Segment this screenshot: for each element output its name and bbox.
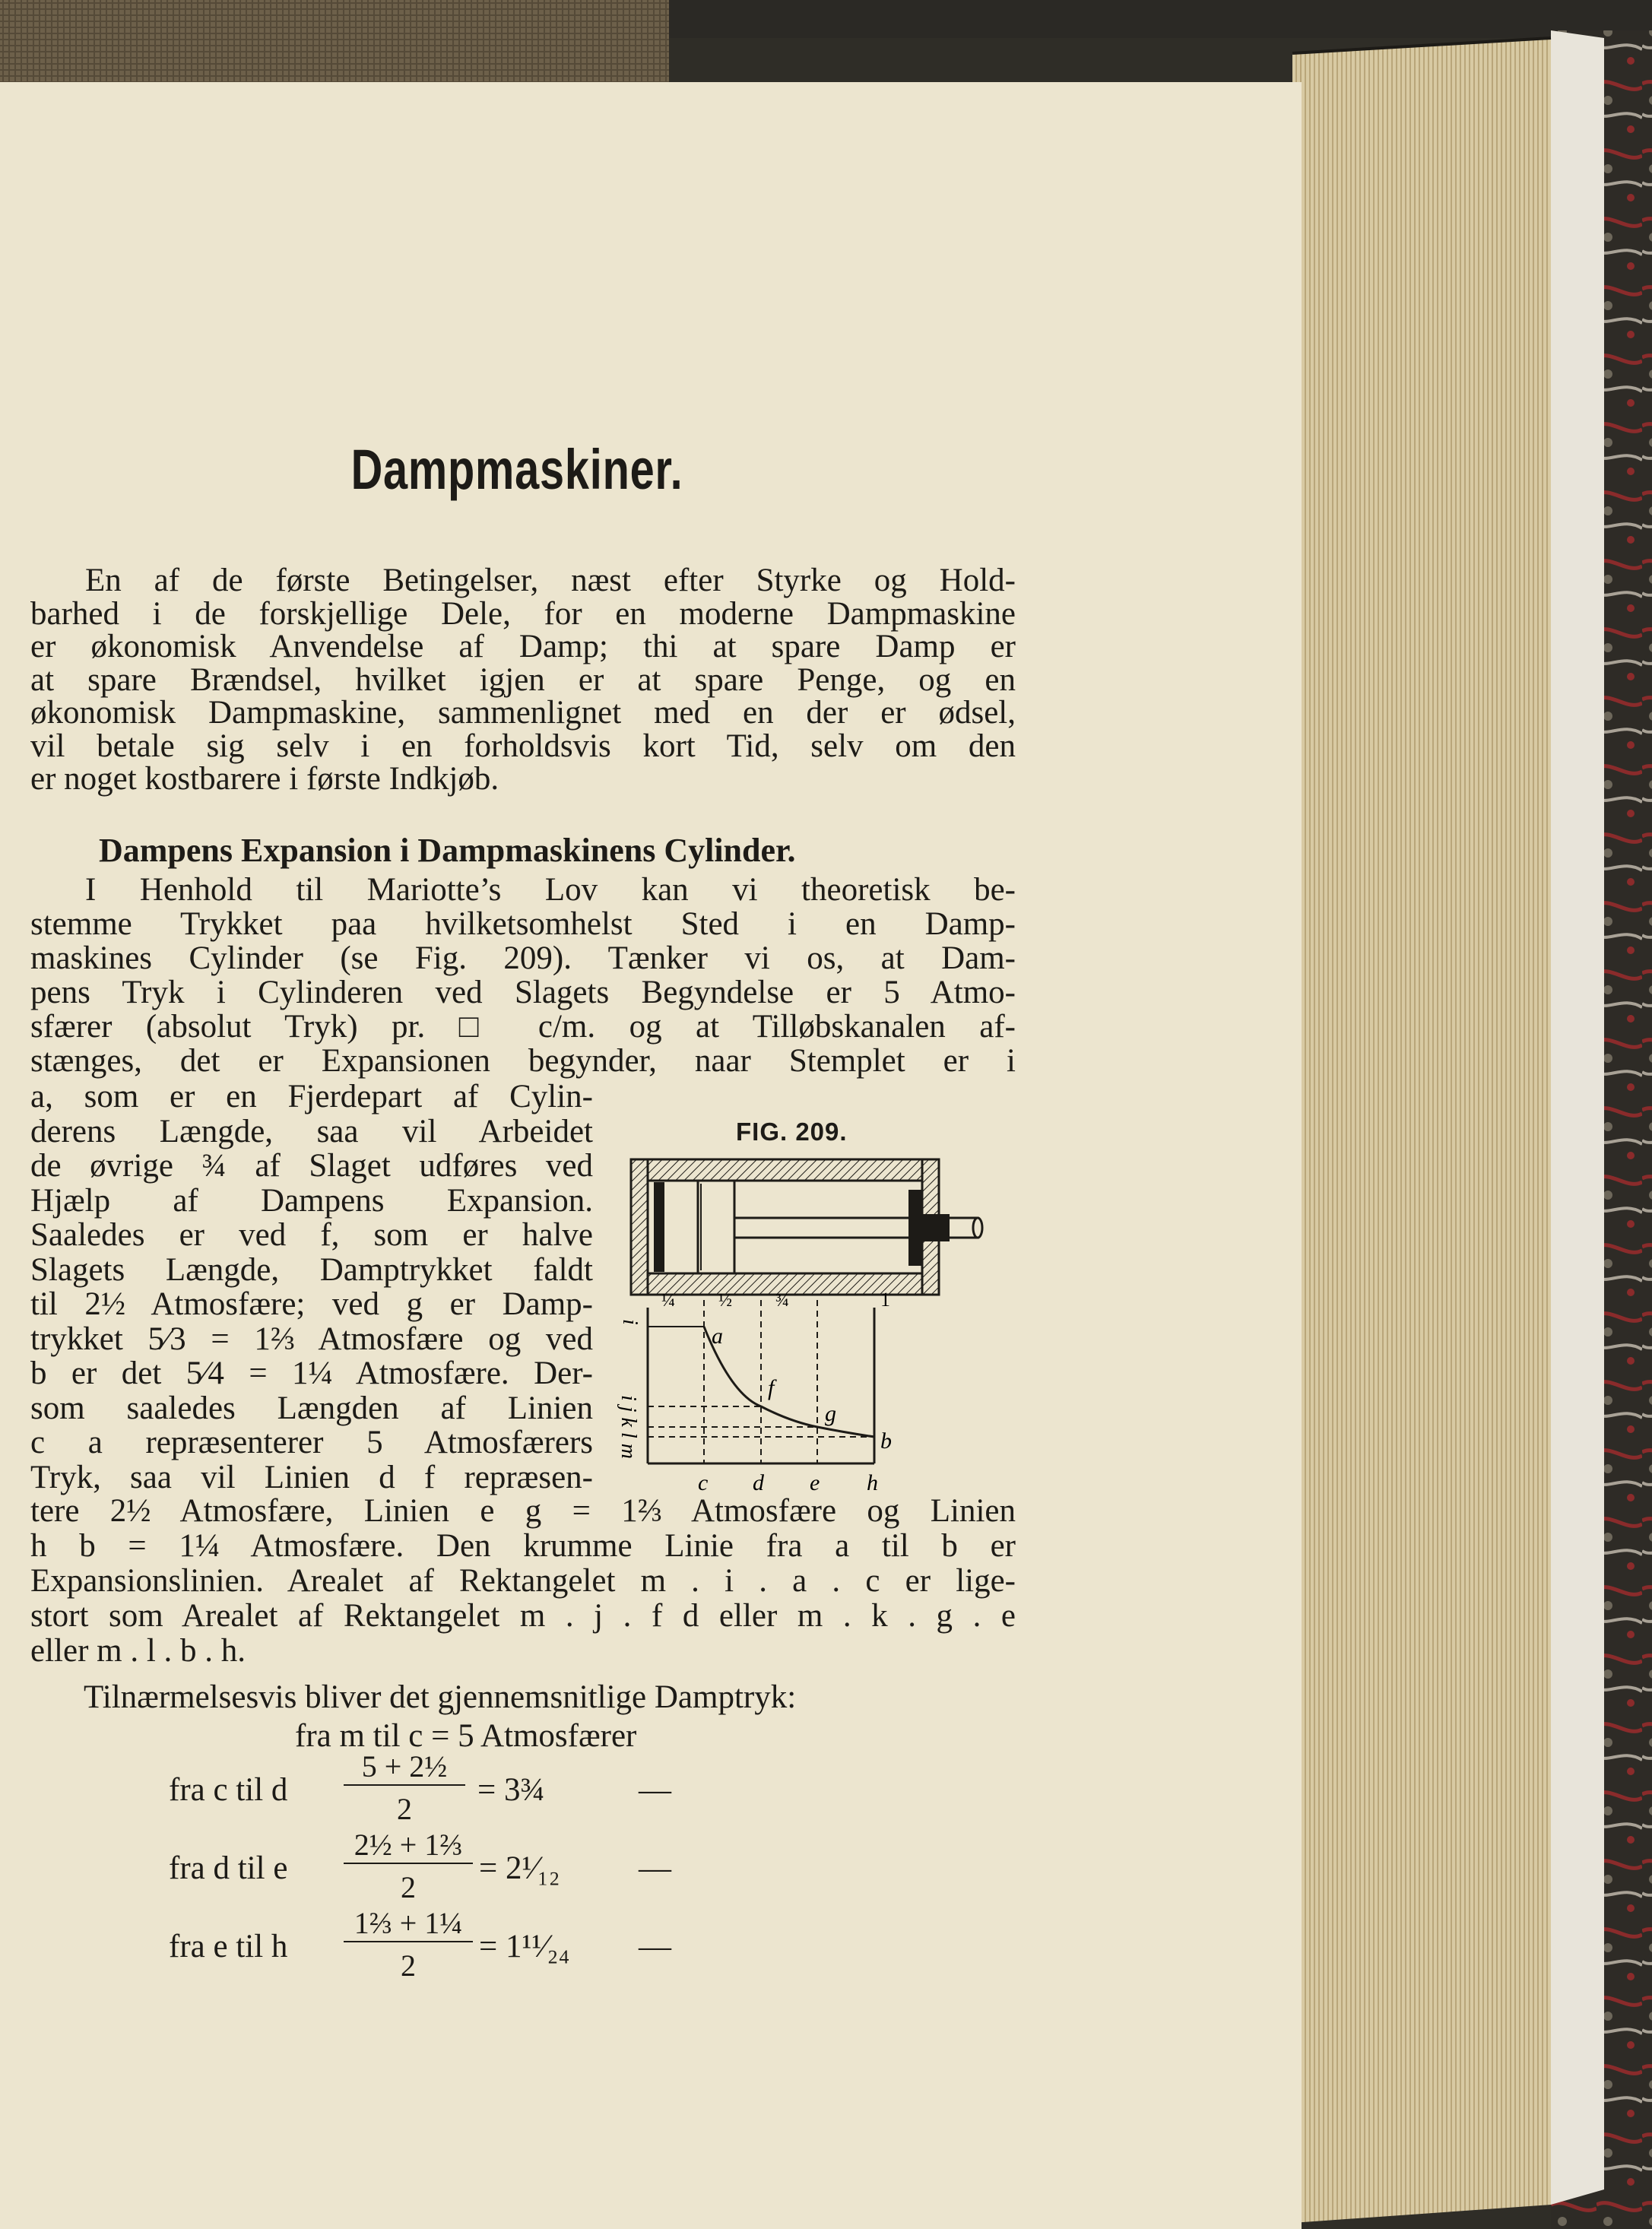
text-line: er noget kostbarere i første Indkjøb. — [30, 761, 499, 797]
point-label: a — [712, 1324, 723, 1349]
text-line: stort som Arealet af Rektangelet m . j . f d eller m . k . g . e — [30, 1598, 1016, 1634]
figure-side-text — [30, 1080, 593, 1495]
section-paragraph — [30, 873, 1016, 1078]
text-line: barhed i de forskjellige Dele, for en moderne Dampmaskine — [30, 595, 1016, 632]
page-title: Dampmaskiner. — [350, 438, 683, 501]
baseline-label: d — [753, 1470, 764, 1495]
text-line: pens Tryk i Cylinderen ved Slagets Begyndelse er 5 Atmo- — [30, 975, 1016, 1010]
text-line: tere 2½ Atmosfære, Linien e g = 1⅔ Atmosfære og Linien — [30, 1493, 1016, 1529]
text-line: stemme Trykket paa hvilketsomhelst Sted i en Damp- — [30, 906, 1016, 942]
fraction-label: 1 — [880, 1289, 890, 1311]
formula-denominator: 2 — [397, 1792, 412, 1826]
text-line: trykket 5⁄3 = 1⅔ Atmosfære og ved — [30, 1321, 593, 1357]
text-line: I Henhold til Mariotte’s Lov kan vi theoretisk be- — [85, 872, 1016, 908]
baseline-label: c — [698, 1470, 709, 1495]
text-line: sfærer (absolut Tryk) pr. □ c/m. og at Tilløbskanalen af- — [30, 1009, 1016, 1045]
text-line: vil betale sig selv i en forholdsvis kort Tid, selv om den — [30, 728, 1016, 764]
formula-dash: — — [639, 1850, 671, 1886]
text-line: maskines Cylinder (se Fig. 209). Tænker vi os, at Dam- — [30, 940, 1016, 976]
baseline-label: h — [867, 1470, 878, 1495]
text-line: Saaledes er ved f, som er halve — [30, 1217, 593, 1253]
formula-numerator: 1⅔ + 1¼ — [344, 1905, 473, 1942]
approx-heading: Tilnærmelsesvis bliver det gjennemsnitlige Damptryk: — [84, 1679, 797, 1715]
formula-denominator: 2 — [401, 1948, 416, 1983]
formula-numerator: 5 + 2½ — [344, 1749, 465, 1786]
approx-first-line: fra m til c = 5 Atmosfærer — [295, 1718, 637, 1754]
text-line: Tryk, saa vil Linien d f repræsen- — [30, 1459, 593, 1495]
formula-result: = 2¹⁄₁₂ — [479, 1850, 560, 1886]
fraction-label: ½ — [718, 1291, 732, 1311]
tail-paragraph — [30, 1494, 1016, 1669]
text-line: Slagets Længde, Damptrykket faldt — [30, 1251, 593, 1288]
text-line: til 2½ Atmosfære; ved g er Damp- — [30, 1286, 593, 1322]
text-line: de øvrige ¾ af Slaget udføres ved — [30, 1148, 593, 1184]
fraction-label: ¼ — [661, 1291, 675, 1311]
text-line: økonomisk Dampmaskine, sammenlignet med en der er ødsel, — [30, 695, 1016, 731]
text-line: eller m . l . b . h. — [30, 1633, 246, 1669]
text-line: stænges, det er Expansionen begynder, naar Stemplet er i — [30, 1043, 1016, 1079]
baseline-label: e — [810, 1470, 820, 1495]
text-line: derens Længde, saa vil Arbeidet — [30, 1113, 593, 1149]
text-line: b er det 5⁄4 = 1¼ Atmosfære. Der- — [30, 1355, 593, 1391]
intro-paragraph — [30, 564, 1016, 796]
cylinder-drawing — [631, 1159, 982, 1295]
point-label: g — [825, 1401, 836, 1426]
figure-caption: FIG. 209. — [736, 1118, 848, 1146]
formula-dash: — — [639, 1772, 671, 1808]
formula-label: fra d til e — [169, 1850, 288, 1886]
text-line: h b = 1¼ Atmosfære. Den krumme Linie fra a til b er — [30, 1528, 1016, 1564]
formula-numerator: 2½ + 1⅔ — [344, 1827, 473, 1864]
formula-label: fra e til h — [169, 1929, 288, 1964]
cylinder-figure — [608, 1144, 1011, 1501]
text-line: som saaledes Længden af Linien — [30, 1390, 593, 1426]
section-heading: Dampens Expansion i Dampmaskinens Cylinder. — [99, 832, 796, 869]
text-line: c a repræsenterer 5 Atmosfærers — [30, 1425, 593, 1460]
text-line: a, som er en Fjerdepart af Cylin- — [30, 1079, 593, 1114]
pressure-diagram — [617, 1289, 892, 1495]
point-label: f — [768, 1375, 775, 1400]
formula-denominator: 2 — [401, 1870, 416, 1904]
formula-label: fra c til d — [169, 1772, 288, 1808]
fraction-label: ¾ — [775, 1291, 789, 1311]
text-line: at spare Brændsel, hvilket igjen er at spare Penge, og en — [30, 661, 1016, 698]
formula-result: = 1¹¹⁄₂₄ — [479, 1929, 570, 1964]
text-line: Expansionslinien. Arealet af Rektangelet m . i . a . c er lige- — [30, 1563, 1016, 1599]
text-line: Hjælp af Dampens Expansion. — [30, 1182, 593, 1219]
axis-labels-jklm: i j k l m — [617, 1395, 640, 1459]
formula-result: = 3¾ — [477, 1772, 545, 1808]
text-line: En af de første Betingelser, næst efter Styrke og Hold- — [85, 563, 1016, 598]
text-line: er økonomisk Anvendelse af Damp; thi at spare Damp er — [30, 629, 1016, 664]
point-label: b — [880, 1428, 892, 1454]
axis-label-i: i — [618, 1319, 642, 1325]
formula-dash: — — [639, 1929, 671, 1964]
